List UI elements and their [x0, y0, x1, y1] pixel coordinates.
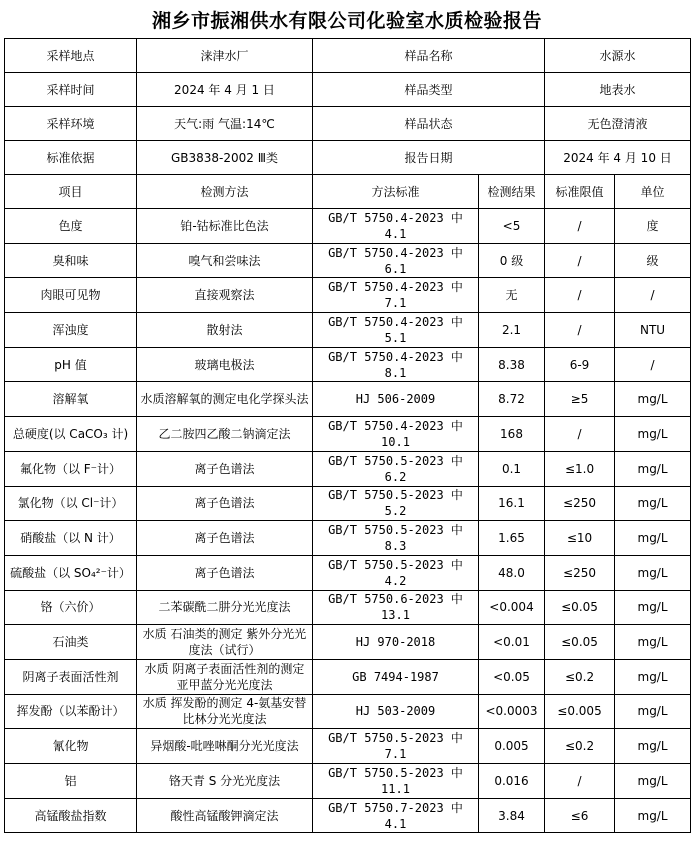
result-cell: 8.38 [479, 347, 545, 382]
standard-cell: GB/T 5750.4-2023 中 4.1 [313, 209, 479, 244]
standard-cell: HJ 503-2009 [313, 694, 479, 729]
standard-cell: GB/T 5750.5-2023 中 11.1 [313, 764, 479, 799]
info-label: 样品状态 [313, 107, 545, 141]
item-cell: 石油类 [5, 625, 137, 660]
item-cell: 臭和味 [5, 243, 137, 278]
column-header-row [5, 175, 691, 209]
result-cell: 0.016 [479, 764, 545, 799]
unit-cell: mg/L [615, 694, 691, 729]
result-cell: <0.05 [479, 659, 545, 694]
item-cell: 氯化物（以 Cl⁻计） [5, 486, 137, 521]
limit-cell: ≤10 [545, 521, 615, 556]
table-row [5, 382, 691, 417]
result-cell: <0.01 [479, 625, 545, 660]
table-row [5, 313, 691, 348]
limit-cell: / [545, 209, 615, 244]
item-cell: 总硬度(以 CaCO₃ 计) [5, 417, 137, 452]
info-value: 地表水 [545, 73, 691, 107]
method-cell: 水质 石油类的测定 紫外分光光度法（试行） [137, 625, 313, 660]
standard-cell: GB/T 5750.7-2023 中 4.1 [313, 798, 479, 833]
limit-cell: ≤0.05 [545, 625, 615, 660]
item-cell: 挥发酚（以苯酚计） [5, 694, 137, 729]
unit-cell: NTU [615, 313, 691, 348]
result-cell: 0 级 [479, 243, 545, 278]
table-row [5, 659, 691, 694]
limit-cell: ≤0.2 [545, 659, 615, 694]
table-row [5, 417, 691, 452]
info-value: 天气:雨 气温:14℃ [137, 107, 313, 141]
header-result: 检测结果 [479, 175, 545, 209]
table-row [5, 798, 691, 833]
header-item: 项目 [5, 175, 137, 209]
method-cell: 直接观察法 [137, 278, 313, 313]
method-cell: 离子色谱法 [137, 486, 313, 521]
method-cell: 散射法 [137, 313, 313, 348]
result-cell: <0.0003 [479, 694, 545, 729]
result-cell: 48.0 [479, 555, 545, 590]
info-row [5, 141, 691, 175]
method-cell: 铬天青 S 分光光度法 [137, 764, 313, 799]
method-cell: 水质溶解氧的测定电化学探头法 [137, 382, 313, 417]
item-cell: 铬（六价） [5, 590, 137, 625]
item-cell: 肉眼可见物 [5, 278, 137, 313]
result-cell: 168 [479, 417, 545, 452]
method-cell: 二苯碳酰二肼分光光度法 [137, 590, 313, 625]
method-cell: 异烟酸-吡唑啉酮分光光度法 [137, 729, 313, 764]
method-cell: 水质 挥发酚的测定 4-氨基安替比林分光光度法 [137, 694, 313, 729]
standard-cell: GB/T 5750.4-2023 中 7.1 [313, 278, 479, 313]
method-cell: 离子色谱法 [137, 521, 313, 556]
method-cell: 嗅气和尝味法 [137, 243, 313, 278]
method-cell: 水质 阴离子表面活性剂的测定 亚甲蓝分光光度法 [137, 659, 313, 694]
standard-cell: GB/T 5750.5-2023 中 7.1 [313, 729, 479, 764]
item-cell: 浑浊度 [5, 313, 137, 348]
info-row [5, 39, 691, 73]
table-row [5, 729, 691, 764]
limit-cell: ≥5 [545, 382, 615, 417]
item-cell: 氰化物 [5, 729, 137, 764]
result-cell: 无 [479, 278, 545, 313]
table-row [5, 209, 691, 244]
method-cell: 离子色谱法 [137, 555, 313, 590]
info-label: 采样环境 [5, 107, 137, 141]
item-cell: 铝 [5, 764, 137, 799]
unit-cell: mg/L [615, 798, 691, 833]
limit-cell: / [545, 243, 615, 278]
unit-cell: mg/L [615, 729, 691, 764]
method-cell: 酸性高锰酸钾滴定法 [137, 798, 313, 833]
info-label: 采样时间 [5, 73, 137, 107]
report-title: 湘乡市振湘供水有限公司化验室水质检验报告 [151, 10, 542, 32]
standard-cell: GB/T 5750.5-2023 中 5.2 [313, 486, 479, 521]
unit-cell: mg/L [615, 659, 691, 694]
info-row [5, 73, 691, 107]
item-cell: 溶解氧 [5, 382, 137, 417]
header-standard: 方法标准 [313, 175, 479, 209]
table-row [5, 278, 691, 313]
standard-cell: GB/T 5750.4-2023 中 8.1 [313, 347, 479, 382]
standard-cell: HJ 970-2018 [313, 625, 479, 660]
result-cell: 2.1 [479, 313, 545, 348]
unit-cell: mg/L [615, 521, 691, 556]
standard-cell: GB 7494-1987 [313, 659, 479, 694]
item-cell: 色度 [5, 209, 137, 244]
standard-cell: GB/T 5750.5-2023 中 6.2 [313, 451, 479, 486]
item-cell: 高锰酸盐指数 [5, 798, 137, 833]
table-row [5, 243, 691, 278]
unit-cell: mg/L [615, 764, 691, 799]
result-cell: <5 [479, 209, 545, 244]
table-row [5, 347, 691, 382]
limit-cell: ≤250 [545, 486, 615, 521]
table-row [5, 625, 691, 660]
method-cell: 铂-钴标准比色法 [137, 209, 313, 244]
unit-cell: mg/L [615, 625, 691, 660]
unit-cell: 级 [615, 243, 691, 278]
limit-cell: ≤0.05 [545, 590, 615, 625]
limit-cell: ≤0.005 [545, 694, 615, 729]
result-cell: 8.72 [479, 382, 545, 417]
standard-cell: GB/T 5750.4-2023 中 5.1 [313, 313, 479, 348]
result-cell: 16.1 [479, 486, 545, 521]
table-row [5, 521, 691, 556]
item-cell: 氟化物（以 F⁻计） [5, 451, 137, 486]
unit-cell: mg/L [615, 590, 691, 625]
limit-cell: ≤0.2 [545, 729, 615, 764]
unit-cell: 度 [615, 209, 691, 244]
item-cell: pH 值 [5, 347, 137, 382]
item-cell: 阴离子表面活性剂 [5, 659, 137, 694]
info-label: 标准依据 [5, 141, 137, 175]
limit-cell: / [545, 417, 615, 452]
unit-cell: mg/L [615, 486, 691, 521]
standard-cell: GB/T 5750.4-2023 中 6.1 [313, 243, 479, 278]
standard-cell: GB/T 5750.4-2023 中 10.1 [313, 417, 479, 452]
limit-cell: / [545, 313, 615, 348]
standard-cell: GB/T 5750.5-2023 中 8.3 [313, 521, 479, 556]
unit-cell: mg/L [615, 382, 691, 417]
info-value: GB3838-2002 Ⅲ类 [137, 141, 313, 175]
method-cell: 离子色谱法 [137, 451, 313, 486]
table-row [5, 764, 691, 799]
table-row [5, 694, 691, 729]
header-limit: 标准限值 [545, 175, 615, 209]
standard-cell: GB/T 5750.5-2023 中 4.2 [313, 555, 479, 590]
limit-cell: 6-9 [545, 347, 615, 382]
limit-cell: / [545, 278, 615, 313]
info-value: 2024 年 4 月 10 日 [545, 141, 691, 175]
unit-cell: / [615, 347, 691, 382]
table-row [5, 486, 691, 521]
unit-cell: / [615, 278, 691, 313]
header-unit: 单位 [615, 175, 691, 209]
info-value: 无色澄清液 [545, 107, 691, 141]
limit-cell: ≤6 [545, 798, 615, 833]
item-cell: 硝酸盐（以 N 计） [5, 521, 137, 556]
unit-cell: mg/L [615, 555, 691, 590]
info-label: 采样地点 [5, 39, 137, 73]
method-cell: 乙二胺四乙酸二钠滴定法 [137, 417, 313, 452]
info-row [5, 107, 691, 141]
limit-cell: ≤1.0 [545, 451, 615, 486]
result-cell: 1.65 [479, 521, 545, 556]
limit-cell: / [545, 764, 615, 799]
info-value: 涞津水厂 [137, 39, 313, 73]
info-value: 2024 年 4 月 1 日 [137, 73, 313, 107]
info-value: 水源水 [545, 39, 691, 73]
result-cell: <0.004 [479, 590, 545, 625]
result-cell: 0.005 [479, 729, 545, 764]
table-row [5, 451, 691, 486]
result-cell: 0.1 [479, 451, 545, 486]
table-row [5, 590, 691, 625]
unit-cell: mg/L [615, 417, 691, 452]
method-cell: 玻璃电极法 [137, 347, 313, 382]
limit-cell: ≤250 [545, 555, 615, 590]
info-label: 样品类型 [313, 73, 545, 107]
info-label: 报告日期 [313, 141, 545, 175]
item-cell: 硫酸盐（以 SO₄²⁻计） [5, 555, 137, 590]
standard-cell: HJ 506-2009 [313, 382, 479, 417]
report-table [4, 38, 691, 833]
unit-cell: mg/L [615, 451, 691, 486]
info-label: 样品名称 [313, 39, 545, 73]
result-cell: 3.84 [479, 798, 545, 833]
table-row [5, 555, 691, 590]
header-method: 检测方法 [137, 175, 313, 209]
standard-cell: GB/T 5750.6-2023 中 13.1 [313, 590, 479, 625]
